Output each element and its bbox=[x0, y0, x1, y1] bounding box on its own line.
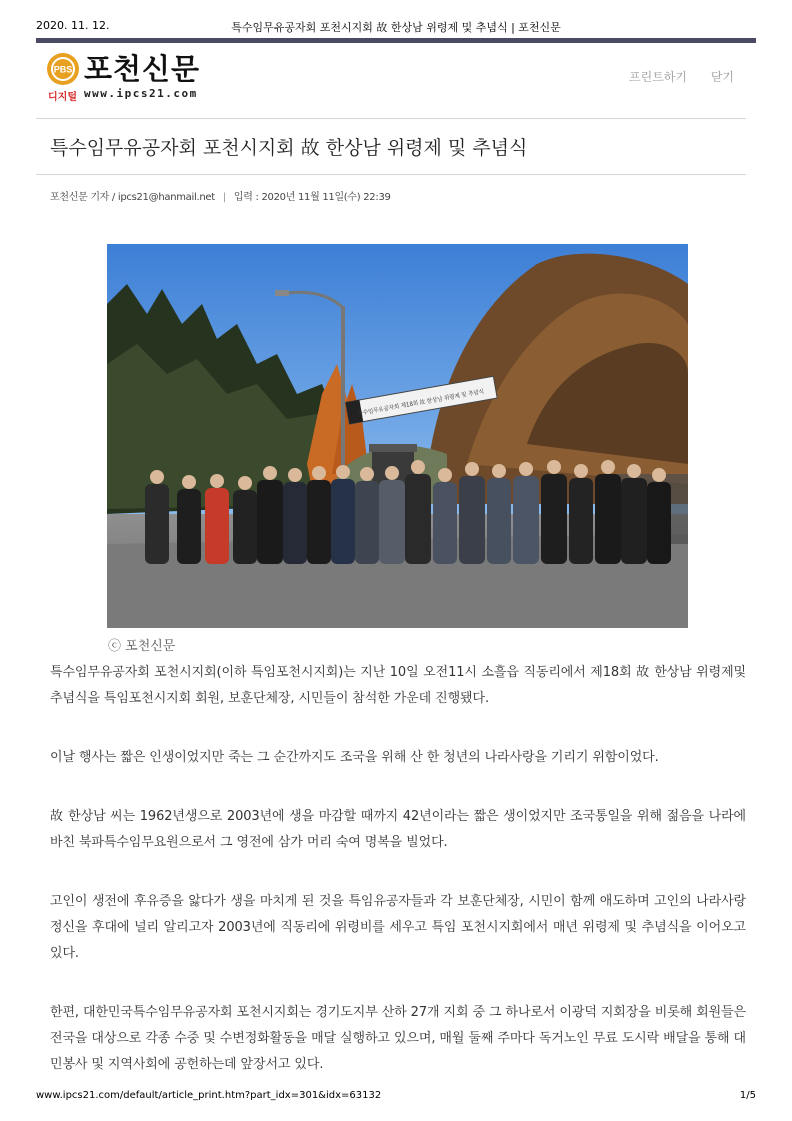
print-header-rule bbox=[36, 38, 756, 43]
print-date: 2020. 11. 12. bbox=[36, 19, 110, 32]
print-page-number: 1/5 bbox=[739, 1090, 756, 1101]
byline-published: 입력 : 2020년 11월 11일(수) 22:39 bbox=[233, 192, 391, 203]
header-divider bbox=[36, 118, 746, 119]
close-button[interactable]: 닫기 bbox=[710, 70, 734, 84]
byline bbox=[50, 188, 391, 203]
article-title: 특수임무유공자회 포천시지회 故 한상남 위령제 및 추념식 bbox=[50, 137, 528, 159]
top-actions bbox=[609, 68, 734, 85]
byline-separator: | bbox=[222, 192, 226, 203]
article-photo bbox=[107, 244, 688, 628]
print-button[interactable]: 프린트하기 bbox=[629, 70, 687, 84]
print-footer-url: www.ipcs21.com/default/article_print.htm?part_idx=301&idx=63132 bbox=[36, 1090, 382, 1101]
byline-author: 포천신문 기자 / ipcs21@hanmail.net bbox=[50, 192, 215, 203]
article-paragraph: 이날 행사는 짧은 인생이었지만 죽는 그 순간까지도 조국을 위해 산 한 청년의 나라사랑을 기리기 위함이었다. bbox=[50, 750, 659, 765]
site-logo[interactable] bbox=[46, 52, 221, 102]
article-paragraph: 특수임무유공자회 포천시지회(이하 특임포천시지회)는 지난 10일 오전11시 소흘읍 직동리에서 제18회 故 한상남 위령제및추념식을 특임포천시지회 회원, 보훈단체장, 시민들이 참석한 가운데 진행됐다. bbox=[50, 665, 746, 706]
print-footer bbox=[36, 1090, 756, 1101]
article-body bbox=[50, 660, 746, 1111]
pbs-emblem-icon bbox=[46, 52, 80, 86]
emblem-text: PBS bbox=[53, 64, 73, 75]
article-paragraph: 고인이 생전에 후유증을 앓다가 생을 마치게 된 것을 특임유공자들과 각 보훈단체장, 시민이 함께 애도하며 고인의 나라사랑 정신을 후대에 널리 알리고자 2003년에 직동리에 위령비를 세우고 특임 포천시지회에서 매년 위령제 및 추념식을 이어오고 있다. bbox=[50, 894, 746, 961]
article-paragraph: 故 한상남 씨는 1962년생으로 2003년에 생을 마감할 때까지 42년이라는 짧은 생이었지만 조국통일을 위해 젊음을 나라에 바친 북파특수임무요원으로서 그 영전에 삼가 머리 숙여 명복을 빌었다. bbox=[50, 809, 746, 850]
article-paragraph: 한편, 대한민국특수임무유공자회 포천시지회는 경기도지부 산하 27개 지회 중 그 하나로서 이광덕 지회장을 비롯해 회원들은 전국을 대상으로 각종 수중 및 수변정화활동을 매달 실행하고 있으며, 매월 둘째 주마다 독거노인 무료 도시락 배달을 통해 대민봉사 및 지역사회에 공헌하는데 앞장서고 있다. bbox=[50, 1005, 746, 1072]
photo-caption: ⓒ 포천신문 bbox=[108, 639, 176, 654]
print-header bbox=[0, 0, 792, 44]
logo-url: www.ipcs21.com bbox=[84, 87, 198, 100]
print-page-title: 특수임무유공자회 포천시지회 故 한상남 위령제 및 추념식 | 포천신문 bbox=[231, 21, 561, 34]
photo-banner-text: 특수임무유공자회 제18회 故 한상남 위령제 및 추념식 bbox=[357, 385, 498, 418]
logo-name: 포천신문 bbox=[84, 52, 201, 86]
title-divider bbox=[36, 174, 746, 175]
memorial-group-photo bbox=[107, 244, 688, 628]
logo-digital-label: 디지털 bbox=[48, 92, 77, 103]
